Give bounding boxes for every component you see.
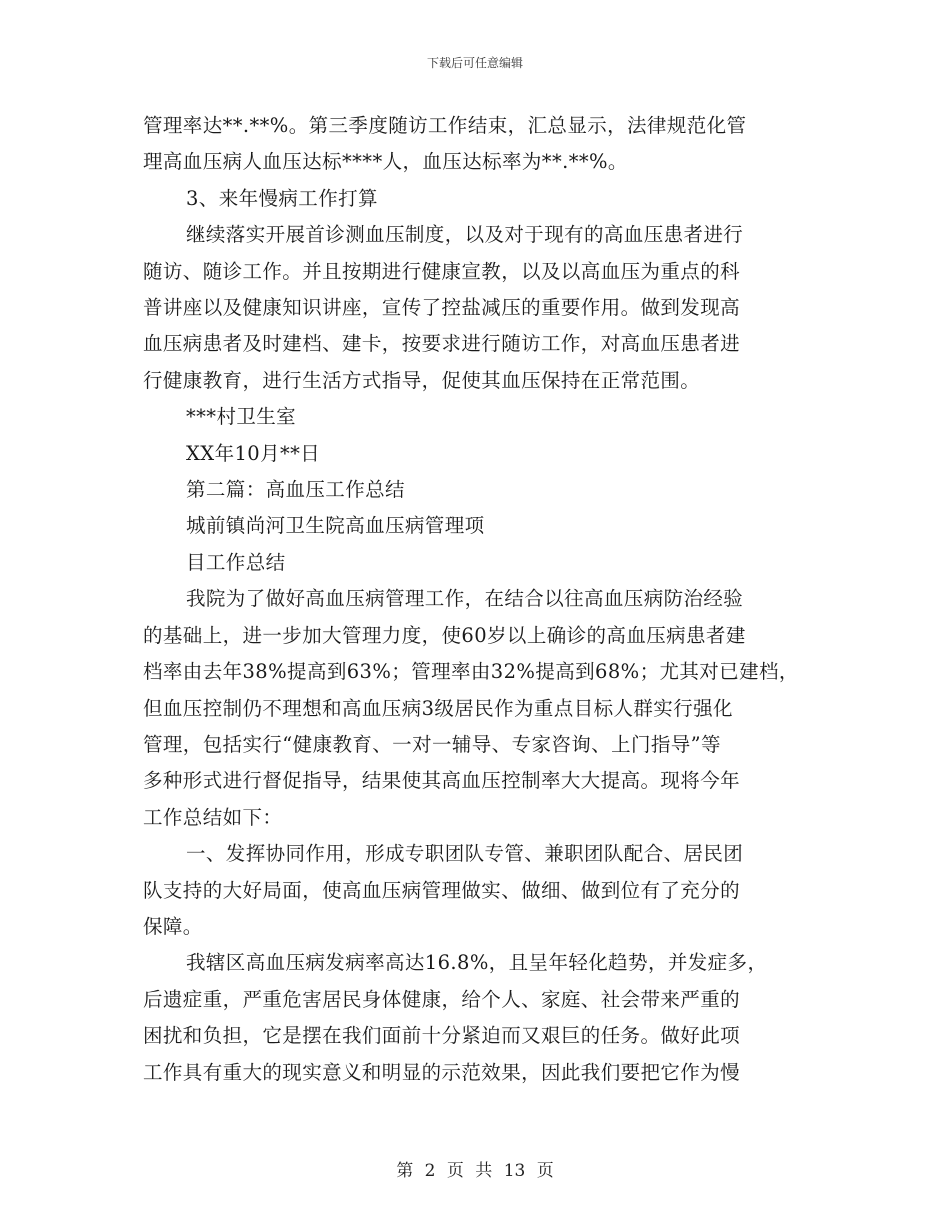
- text-line: 困扰和负担，它是摆在我们面前十分紧迫而又艰巨的任务。做好此项: [143, 1024, 741, 1048]
- signature-date: XX年10月**日: [186, 441, 321, 465]
- text-line: 档率由去年38%提高到63%；管理率由32%提高到68%；尤其对已建档，: [143, 660, 799, 684]
- chapter-subtitle: 城前镇尚河卫生院高血压病管理项: [186, 514, 485, 538]
- text-line: 管理，包括实行“健康教育、一对一辅导、专家咨询、上门指导”等: [143, 732, 721, 756]
- text-line: 我辖区高血压病发病率高达16.8%，且呈年轻化趋势，并发症多，: [186, 951, 768, 975]
- document-body: [143, 108, 806, 1091]
- page-header: 下载后可任意编辑: [426, 56, 523, 70]
- text-line: 管理率达**.**%。第三季度随访工作结束，汇总显示，法律规范化管: [143, 114, 747, 137]
- text-line: 工作总结如下：: [143, 805, 283, 829]
- text-line: 继续落实开展首诊测血压制度，以及对于现有的高血压患者进行: [186, 223, 744, 247]
- text-line: 多种形式进行督促指导，结果使其高血压控制率大大提高。现将今年: [143, 769, 741, 793]
- chapter-subtitle: 目工作总结: [186, 550, 286, 574]
- text-line: 保障。: [143, 914, 203, 938]
- text-line: 行健康教育，进行生活方式指导，促使其血压保持在正常范围。: [143, 368, 701, 392]
- chapter-title: 第二篇：高血压工作总结: [186, 478, 405, 502]
- signature-org: ***村卫生室: [186, 405, 297, 429]
- section-heading: 一、发挥协同作用，形成专职团队专管、兼职团队配合、居民团: [186, 842, 744, 866]
- section-heading: 3、来年慢病工作打算: [186, 186, 378, 210]
- text-line: 后遗症重，严重危害居民身体健康，给个人、家庭、社会带来严重的: [143, 987, 741, 1011]
- page-footer: 第 2 页 共 13 页: [396, 1161, 554, 1181]
- text-line: 理高血压病人血压达标****人，血压达标率为**.**%。: [143, 150, 628, 174]
- text-line: 血压病患者及时建档、建卡，按要求进行随访工作，对高血压患者进: [143, 332, 741, 356]
- text-line: 普讲座以及健康知识讲座，宣传了控盐减压的重要作用。做到发现高: [143, 296, 741, 320]
- text-line: 我院为了做好高血压病管理工作，在结合以往高血压病防治经验: [186, 587, 744, 611]
- text-line: 但血压控制仍不理想和高血压病3级居民作为重点目标人群实行强化: [143, 696, 733, 720]
- text-line: 随访、随诊工作。并且按期进行健康宣教，以及以高血压为重点的科: [143, 259, 741, 283]
- text-line: 工作具有重大的现实意义和明显的示范效果，因此我们要把它作为慢: [143, 1060, 741, 1084]
- text-line: 的基础上，进一步加大管理力度，使60岁以上确诊的高血压病患者建: [143, 623, 746, 647]
- text-line: 队支持的大好局面，使高血压病管理做实、做细、做到位有了充分的: [143, 878, 741, 902]
